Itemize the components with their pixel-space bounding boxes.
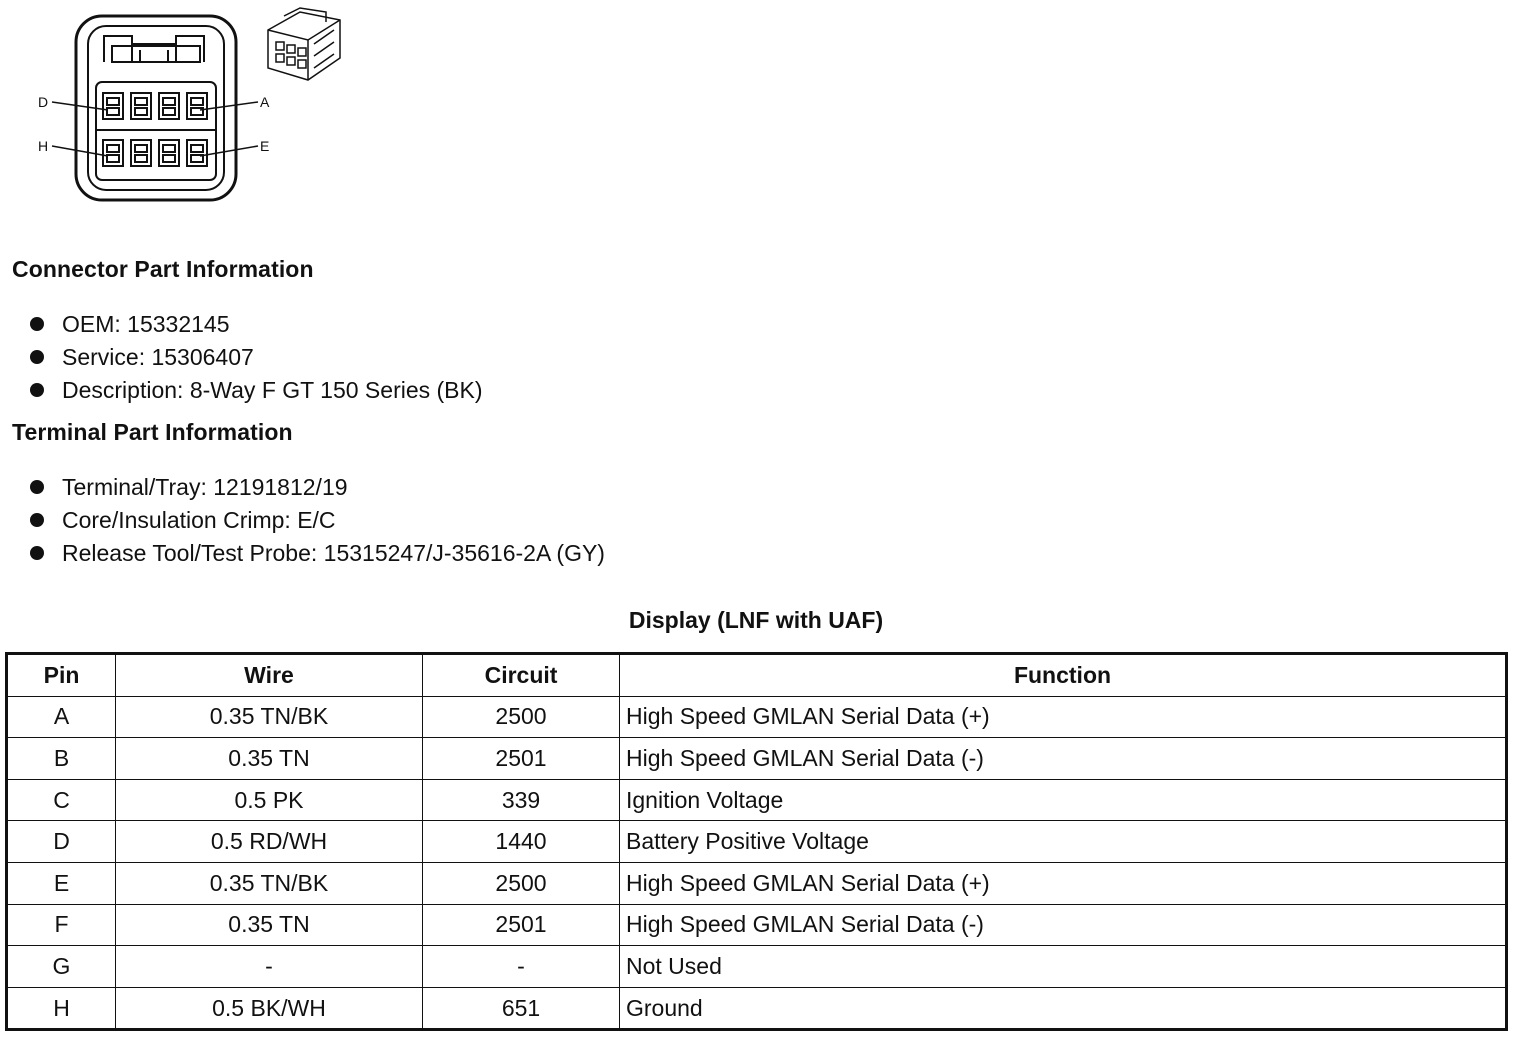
connector-face-drawing bbox=[52, 16, 258, 200]
list-item bbox=[30, 308, 483, 341]
bullet-icon bbox=[30, 317, 44, 331]
cell-wire: 0.5 PK bbox=[116, 779, 423, 821]
cell-function: Battery Positive Voltage bbox=[620, 821, 1507, 863]
bullet-icon bbox=[30, 513, 44, 527]
cell-pin: C bbox=[7, 779, 116, 821]
cell-pin: F bbox=[7, 904, 116, 946]
list-item bbox=[30, 341, 483, 374]
terminal-info-heading: Terminal Part Information bbox=[12, 419, 293, 445]
cell-circuit: 2500 bbox=[423, 862, 620, 904]
header-wire: Wire bbox=[116, 654, 423, 697]
cell-circuit: 1440 bbox=[423, 821, 620, 863]
pin-label-d: D bbox=[38, 94, 49, 110]
list-item-text: Core/Insulation Crimp: E/C bbox=[62, 507, 336, 533]
cell-circuit: - bbox=[423, 946, 620, 988]
cell-wire: 0.35 TN bbox=[116, 904, 423, 946]
bullet-icon bbox=[30, 383, 44, 397]
cell-wire: 0.5 RD/WH bbox=[116, 821, 423, 863]
list-item-text: Description: 8-Way F GT 150 Series (BK) bbox=[62, 377, 483, 403]
terminal-info-list bbox=[30, 471, 605, 570]
cell-wire: 0.35 TN bbox=[116, 738, 423, 780]
cell-pin: B bbox=[7, 738, 116, 780]
header-circuit: Circuit bbox=[423, 654, 620, 697]
list-item bbox=[30, 471, 605, 504]
list-item bbox=[30, 374, 483, 407]
table-row bbox=[7, 696, 1507, 738]
table-row bbox=[7, 904, 1507, 946]
cell-wire: 0.5 BK/WH bbox=[116, 987, 423, 1030]
pin-label-h: H bbox=[38, 138, 49, 154]
header-function: Function bbox=[620, 654, 1507, 697]
list-item bbox=[30, 504, 605, 537]
cell-wire: 0.35 TN/BK bbox=[116, 696, 423, 738]
cell-pin: D bbox=[7, 821, 116, 863]
cell-function: High Speed GMLAN Serial Data (-) bbox=[620, 904, 1507, 946]
table-row bbox=[7, 862, 1507, 904]
pin-label-e: E bbox=[260, 138, 270, 154]
cell-circuit: 2501 bbox=[423, 904, 620, 946]
connector-diagram bbox=[0, 0, 380, 215]
list-item-text: OEM: 15332145 bbox=[62, 311, 230, 337]
list-item-text: Service: 15306407 bbox=[62, 344, 254, 370]
table-header-row bbox=[7, 654, 1507, 697]
pin-label-a: A bbox=[260, 94, 270, 110]
list-item bbox=[30, 537, 605, 570]
bullet-icon bbox=[30, 350, 44, 364]
connector-info-list bbox=[30, 308, 483, 407]
header-pin: Pin bbox=[7, 654, 116, 697]
connector-info-heading: Connector Part Information bbox=[12, 256, 314, 282]
cell-function: Ignition Voltage bbox=[620, 779, 1507, 821]
cell-wire: 0.35 TN/BK bbox=[116, 862, 423, 904]
table-row bbox=[7, 946, 1507, 988]
list-item-text: Release Tool/Test Probe: 15315247/J-35616-2A (GY) bbox=[62, 540, 605, 566]
connector-thumbnail-icon bbox=[268, 8, 340, 80]
cell-wire: - bbox=[116, 946, 423, 988]
table-row bbox=[7, 738, 1507, 780]
cell-pin: G bbox=[7, 946, 116, 988]
table-row bbox=[7, 779, 1507, 821]
cell-pin: H bbox=[7, 987, 116, 1030]
cell-function: Not Used bbox=[620, 946, 1507, 988]
pinout-table bbox=[5, 652, 1508, 1031]
cell-circuit: 2500 bbox=[423, 696, 620, 738]
cell-circuit: 651 bbox=[423, 987, 620, 1030]
cell-circuit: 339 bbox=[423, 779, 620, 821]
table-title: Display (LNF with UAF) bbox=[628, 607, 884, 633]
cell-function: High Speed GMLAN Serial Data (-) bbox=[620, 738, 1507, 780]
table-row bbox=[7, 987, 1507, 1030]
cell-function: High Speed GMLAN Serial Data (+) bbox=[620, 696, 1507, 738]
cell-pin: A bbox=[7, 696, 116, 738]
bullet-icon bbox=[30, 480, 44, 494]
table-row bbox=[7, 821, 1507, 863]
cell-circuit: 2501 bbox=[423, 738, 620, 780]
cell-function: High Speed GMLAN Serial Data (+) bbox=[620, 862, 1507, 904]
list-item-text: Terminal/Tray: 12191812/19 bbox=[62, 474, 348, 500]
cell-pin: E bbox=[7, 862, 116, 904]
cell-function: Ground bbox=[620, 987, 1507, 1030]
bullet-icon bbox=[30, 546, 44, 560]
